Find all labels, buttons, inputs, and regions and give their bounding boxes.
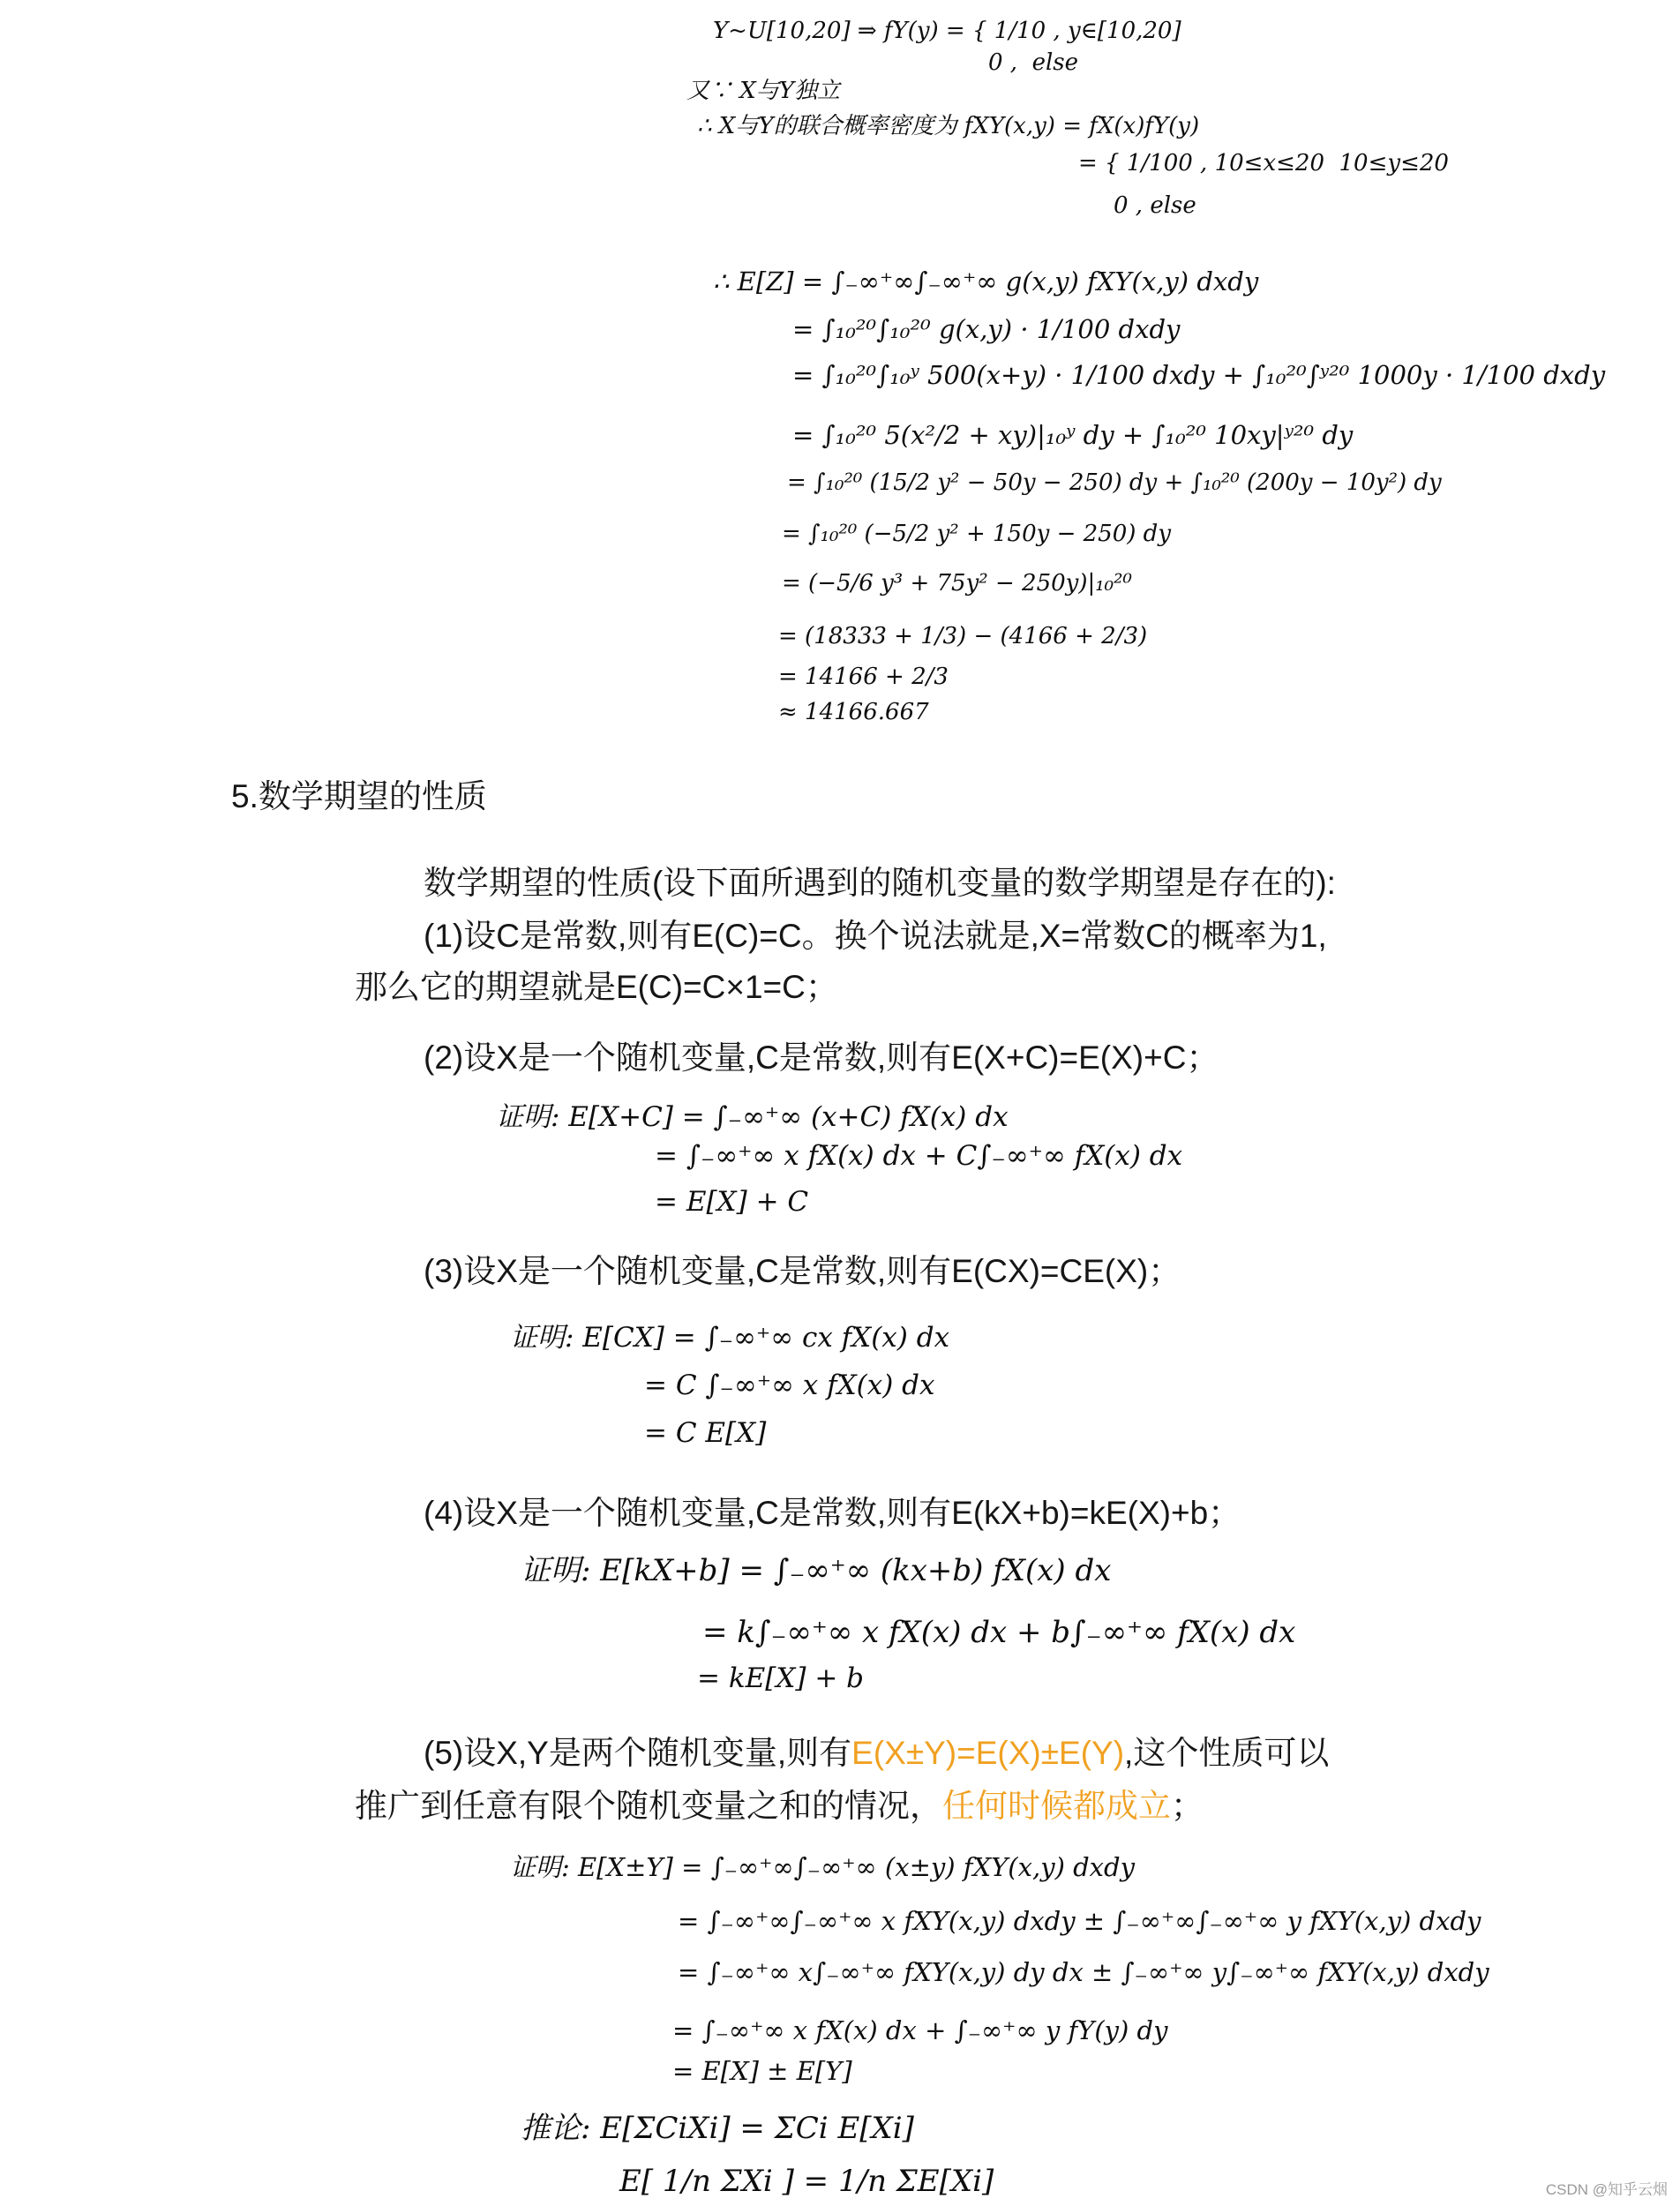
property-1-line2: 那么它的期望就是E(C)=C×1=C； (355, 969, 838, 1005)
handwritten-line: = (−5/6 y³ + 75y² − 250y)|₁₀²⁰ (782, 570, 1132, 597)
proof-5-line: 证明: E[X±Y] = ∫₋∞⁺∞∫₋∞⁺∞ (x±y) fXY(x,y) dxdy (510, 1852, 1135, 1882)
corollary-line: 推论: E[ΣCiXi] = ΣCi E[Xi] (521, 2111, 914, 2146)
handwritten-line: = ∫₁₀²⁰ (15/2 y² − 50y − 250) dy + ∫₁₀²⁰ (200y − 10y²) dy (787, 469, 1442, 496)
property-2: (2)设X是一个随机变量,C是常数,则有E(X+C)=E(X)+C； (424, 1039, 1219, 1076)
handwritten-line: 0 , else (988, 49, 1079, 76)
property-3: (3)设X是一个随机变量,C是常数,则有E(CX)=CE(X)； (424, 1253, 1181, 1289)
highlight-formula: E(X±Y)=E(X)±E(Y) (851, 1735, 1125, 1771)
handwritten-line: = ∫₁₀²⁰ (−5/2 y² + 150y − 250) dy (782, 521, 1172, 547)
proof-5-line: = ∫₋∞⁺∞ x fX(x) dx + ∫₋∞⁺∞ y fY(y) dy (672, 2015, 1168, 2045)
section-title: 5.数学期望的性质 (231, 778, 487, 814)
proof-3-line: = C E[X] (644, 1417, 767, 1449)
property-5-line2 (355, 1779, 1204, 1827)
handwritten-line: = { 1/100 , 10≤x≤20 10≤y≤20 (1078, 150, 1449, 176)
proof-5-line: = ∫₋∞⁺∞ x∫₋∞⁺∞ fXY(x,y) dy dx ± ∫₋∞⁺∞ y∫₋∞⁺∞ fXY(x,y) dxdy (678, 1957, 1489, 1987)
property-5-text: ； (1171, 1788, 1204, 1824)
property-5-text: ,这个性质可以 (1124, 1735, 1330, 1771)
handwritten-line: = 14166 + 2/3 (778, 664, 949, 690)
handwritten-line: = ∫₁₀²⁰ 5(x²/2 + xy)|₁₀ʸ dy + ∫₁₀²⁰ 10xy|ʸ²⁰ dy (792, 420, 1354, 450)
property-5-line1 (424, 1726, 1329, 1774)
proof-2-line: 证明: E[X+C] = ∫₋∞⁺∞ (x+C) fX(x) dx (496, 1101, 1009, 1133)
handwritten-line: ∴ X与Y的联合概率密度为 fXY(x,y) = fX(x)fY(y) (697, 113, 1200, 139)
proof-3-line: 证明: E[CX] = ∫₋∞⁺∞ cx fX(x) dx (510, 1322, 950, 1354)
proof-4-line: = k∫₋∞⁺∞ x fX(x) dx + b∫₋∞⁺∞ fX(x) dx (702, 1615, 1296, 1650)
handwritten-line: = (18333 + 1/3) − (4166 + 2/3) (778, 623, 1148, 649)
proof-4-line: = kE[X] + b (697, 1662, 865, 1694)
handwritten-line: = ∫₁₀²⁰∫₁₀²⁰ g(x,y) · 1/100 dxdy (792, 314, 1181, 344)
corollary-line: E[ 1/n ΣXi ] = 1/n ΣE[Xi] (619, 2164, 994, 2199)
property-5-text: (5)设X,Y是两个随机变量,则有 (424, 1735, 852, 1771)
watermark: CSDN @知乎云烟 (1545, 2181, 1668, 2198)
handwritten-line: ≈ 14166.667 (778, 699, 929, 725)
highlight-note: 任何时候都成立 (942, 1788, 1171, 1824)
handwritten-line: Y~U[10,20] ⇒ fY(y) = { 1/10 , y∈[10,20] (713, 18, 1181, 44)
property-4: (4)设X是一个随机变量,C是常数,则有E(kX+b)=kE(X)+b； (424, 1495, 1241, 1531)
proof-2-line: = E[X] + C (655, 1186, 809, 1218)
intro-paragraph: 数学期望的性质(设下面所遇到的随机变量的数学期望是存在的): (424, 865, 1336, 901)
proof-3-line: = C ∫₋∞⁺∞ x fX(x) dx (644, 1369, 935, 1401)
proof-2-line: = ∫₋∞⁺∞ x fX(x) dx + C∫₋∞⁺∞ fX(x) dx (655, 1140, 1183, 1172)
handwritten-line: ∴ E[Z] = ∫₋∞⁺∞∫₋∞⁺∞ g(x,y) fXY(x,y) dxdy (713, 266, 1259, 296)
property-1-line1: (1)设C是常数,则有E(C)=C。换个说法就是,X=常数C的概率为1, (424, 918, 1327, 954)
proof-4-line: 证明: E[kX+b] = ∫₋∞⁺∞ (kx+b) fX(x) dx (521, 1553, 1112, 1588)
handwritten-line: = ∫₁₀²⁰∫₁₀ʸ 500(x+y) · 1/100 dxdy + ∫₁₀²⁰∫ʸ²⁰ 1000y · 1/100 dxdy (792, 360, 1606, 390)
proof-5-line: = E[X] ± E[Y] (672, 2056, 852, 2086)
property-5-text: 推广到任意有限个随机变量之和的情况， (355, 1788, 942, 1824)
proof-5-line: = ∫₋∞⁺∞∫₋∞⁺∞ x fXY(x,y) dxdy ± ∫₋∞⁺∞∫₋∞⁺∞ y fXY(x,y) dxdy (678, 1906, 1481, 1936)
handwritten-line: 0 , else (1114, 192, 1196, 219)
handwritten-line: 又∵ X与Y独立 (686, 78, 840, 104)
